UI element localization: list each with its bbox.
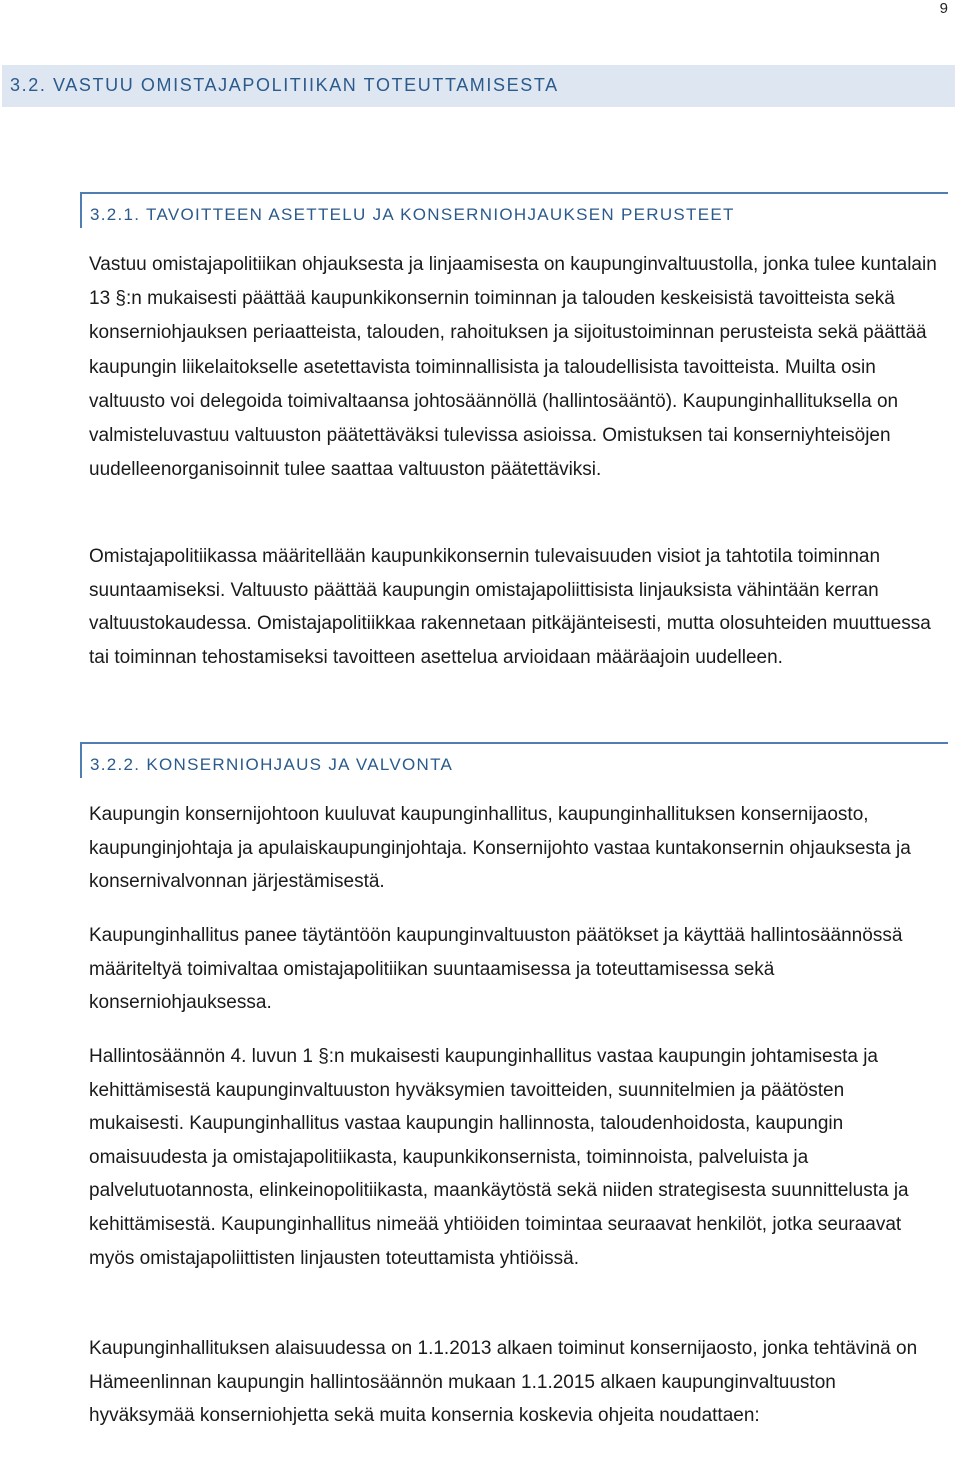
paragraph: Omistajapolitiikassa määritellään kaupunkikonsernin tulevaisuuden visiot ja tahtotila toiminnan suuntaamiseksi. Valtuusto päättää kaupungin omistajapoliittisista linjauksista vähintään kerran valtuustokaudessa. Omistajapolitiikkaa rakennetaan pitkäjänteisesti, mutta olosuhteiden muuttuessa tai toiminnan tehostamiseksi tavoitteen asettelua arvioidaan määräajoin uudelleen. <box>89 546 931 668</box>
paragraph: Vastuu omistajapolitiikan ohjauksesta ja linjaamisesta on kaupunginvaltuustolla, jonka tulee kuntalain 13 §:n mukaisesti päättää kaupunkikonsernin toiminnan ja talouden keskeisistä tavoitteista sekä konserniohjauksen periaatteista, talouden, rahoituksen ja sijoitustoiminnan perusteista sekä päättää kaupungin liikelaitokselle asetettavista toiminnallisista ja taloudellisista tavoitteista. Muilta osin valtuusto voi delegoida toimivaltaansa johtosäännöllä (hallintosääntö). Kaupunginhallituksella on valmisteluvastuu valtuuston päätettäväksi tulevissa asioissa. Omistuksen tai konserniyhteisöjen uudelleenorganisoinnit tulee saattaa valtuuston päätettäviksi. <box>89 254 937 481</box>
subsection-heading: 3.2.2. KONSERNIOHJAUS JA VALVONTA <box>90 755 454 774</box>
paragraph: Kaupunginhallitus panee täytäntöön kaupunginvaltuuston päätökset ja käyttää hallintosäännössä määriteltyä toimivaltaa omistajapolitiikan suuntaamisessa ja toteuttamisessa sekä konserniohjauksessa. <box>89 925 903 1014</box>
paragraph: Hallintosäännön 4. luvun 1 §:n mukaisesti kaupunginhallitus vastaa kaupungin johtamisesta ja kehittämisestä kaupunginvaltuuston hyväksymien tavoitteiden, suunnitelmien ja päätösten mukaisesti. Kaupunginhallitus vastaa kaupungin hallinnosta, taloudenhoidosta, kaupungin omaisuudesta ja omistajapolitiikasta, kaupunkikonsernista, toiminnoista, palveluista ja palvelutuotannosta, elinkeinopolitiikasta, maankäytöstä sekä niiden strategisesta suunnittelusta ja kehittämisestä. Kaupunginhallitus nimeää yhtiöiden toimintaa seuraavat henkilöt, jotka seuraavat myös omistajapoliittisten linjausten toteuttamista yhtiöissä. <box>89 1046 909 1269</box>
subsection-heading: 3.2.1. TAVOITTEEN ASETTELU JA KONSERNIOHJAUKSEN PERUSTEET <box>90 205 735 224</box>
paragraph: Kaupunginhallituksen alaisuudessa on 1.1.2013 alkaen toiminut konsernijaosto, jonka tehtävinä on Hämeenlinnan kaupungin hallintosäännön mukaan 1.1.2015 alkaen kaupunginvaltuuston hyväksymää konserniohjetta sekä muita konsernia koskevia ohjeita noudattaen: <box>89 1338 918 1427</box>
section-heading: 3.2. VASTUU OMISTAJAPOLITIIKAN TOTEUTTAMISESTA <box>10 75 559 95</box>
subsection-heading-frame <box>80 742 948 778</box>
page-number: 9 <box>939 0 948 17</box>
paragraph: Kaupungin konsernijohtoon kuuluvat kaupunginhallitus, kaupunginhallituksen konsernijaosto, kaupunginjohtaja ja apulaiskaupunginjohtaja. Konsernijohto vastaa kuntakonsernin ohjauksesta ja konsernivalvonnan järjestämisestä. <box>89 804 911 893</box>
subsection-heading-frame <box>80 192 948 228</box>
